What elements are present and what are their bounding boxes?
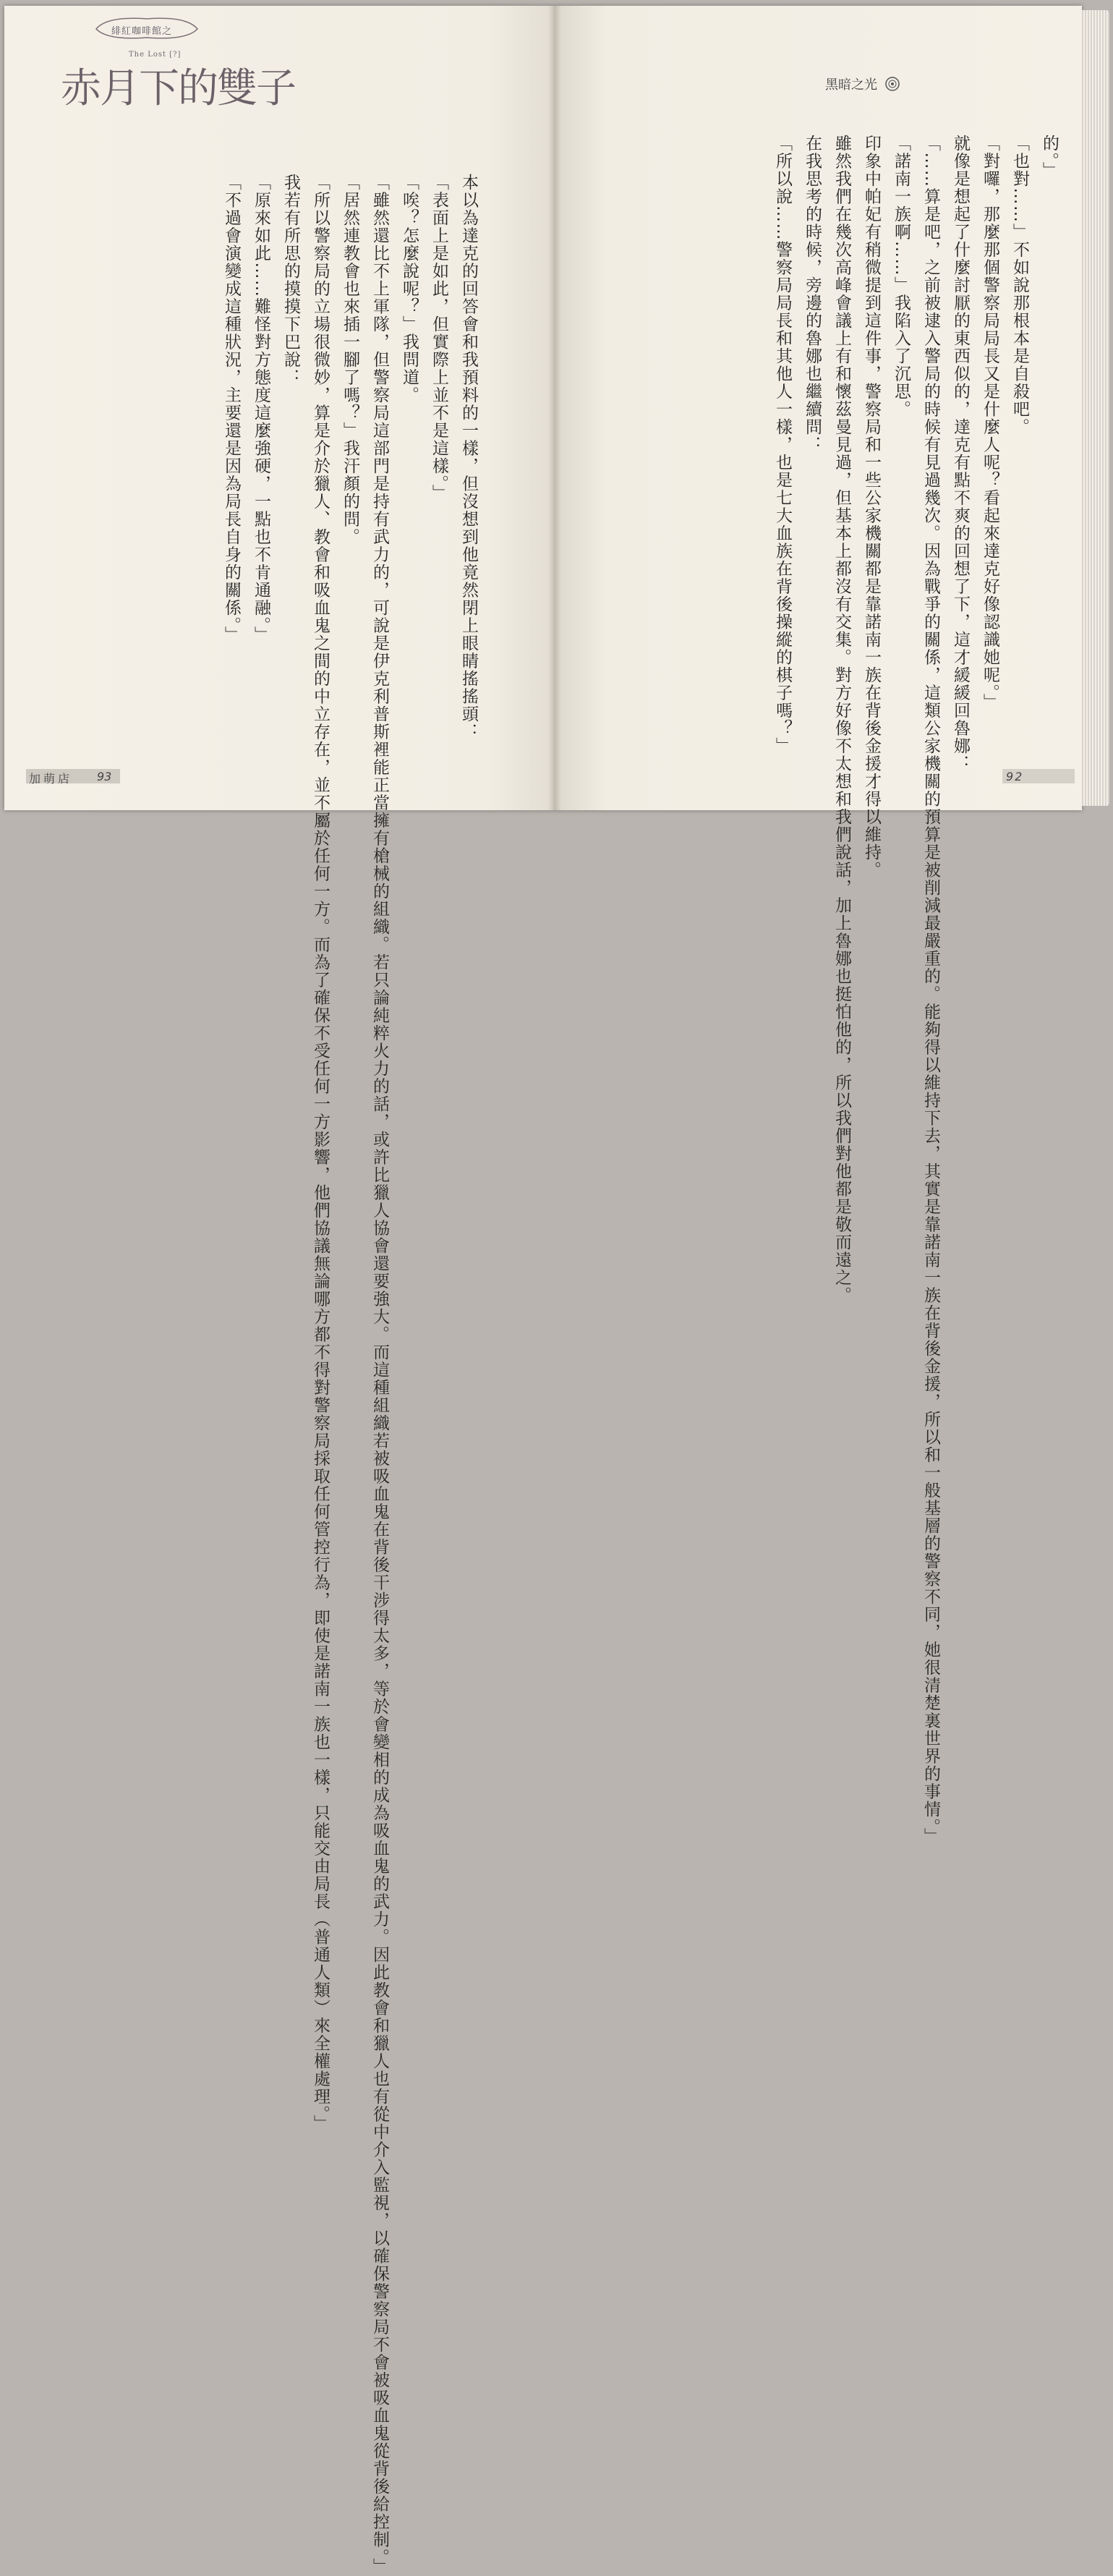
- page-number: 92: [1006, 770, 1024, 783]
- paragraph: 「表面上是如此，但實際上並不是這樣。」: [430, 174, 448, 502]
- book-title-logo: [55, 14, 295, 112]
- paragraph: 「雖然還比不上軍隊，但警察局這部門是持有武力的，可說是伊克利普斯裡能正當擁有槍械的組織。若只論純粹火力的話，或許比獵人協會還要強大。而這種組織若被吸血鬼在背後干涉得太多，等於會變相的成為吸血鬼的武力。因此教會和獵人也有從中介入監視，以確保警察局不會被吸血鬼從背後給控制。」: [370, 174, 389, 2576]
- paragraph: 本以為達克的回答會和我預料的一樣，但沒想到他竟然閉上眼睛搖搖頭：: [459, 174, 478, 741]
- paragraph: 雖然我們在幾次高峰會議上有和懷茲曼見過，但基本上都沒有交集。對方好像不太想和我們說話，加上魯娜也挺怕他的，所以我們對他都是敬而遠之。: [832, 135, 851, 1304]
- book-title: 赤月下的雙子: [61, 65, 295, 112]
- footer-book-name: 加萌店: [29, 772, 73, 786]
- left-page: [4, 6, 554, 2576]
- right-page: [554, 6, 1082, 1845]
- paragraph: 在我思考的時候，旁邊的魯娜也繼續問：: [803, 135, 822, 454]
- page-edges: [1082, 10, 1109, 806]
- paragraph: 「對囉，那麼那個警察局局長又是什麼人呢？看起來達克好像認識她呢。」: [981, 135, 999, 711]
- paragraph: 印象中帕妃有稍微提到這件事，警察局和一些公家機關都是靠諾南一族在背後金援才得以維持。: [862, 135, 881, 879]
- paragraph: 的。」: [1040, 135, 1059, 179]
- page-number: 93: [97, 770, 112, 783]
- paragraph: 「原來如此……難怪對方態度這麼強硬，一點也不肯通融。」: [252, 174, 270, 644]
- chapter-title: 黑暗之光: [825, 77, 877, 93]
- paragraph: 「居然連教會也來插一腳了嗎？」我汗顏的問。: [341, 174, 359, 546]
- paragraph: 就像是想起了什麼討厭的東西似的，達克有點不爽的回想了下，這才緩緩回魯娜：: [951, 135, 970, 773]
- chapter-header: [825, 75, 900, 93]
- paragraph: 「不過會演變成這種狀況，主要還是因為局長自身的關係。」: [222, 174, 241, 644]
- paragraph: 「唉？怎麼說呢？」我問道。: [400, 174, 419, 404]
- paragraph: 「所以說……警察局局長和其他人一樣，也是七大血族在背後操縱的棋子嗎？」: [773, 135, 792, 755]
- book-gutter: [548, 6, 561, 810]
- paragraph: 我若有所思的摸摸下巴說：: [281, 174, 300, 386]
- book-spread: [4, 6, 1082, 2576]
- paragraph: 「諾南一族啊……」我陷入了沉思。: [892, 135, 911, 418]
- paragraph: 「所以警察局的立場很微妙，算是介於獵人、教會和吸血鬼之間的中立存在，並不屬於任何一方。而為了確保不受任何一方影響，他們協議無論哪方都不得對警察局採取任何管控行為，即使是諾南一族也一樣，只能交由局長（普通人類）來全權處理。」: [311, 174, 330, 2133]
- title-tag-text: 緋紅咖啡館之: [111, 26, 173, 37]
- title-subtitle: The Lost [?]: [129, 51, 182, 59]
- chapter-ornament-icon: [884, 76, 900, 92]
- paragraph: 「……算是吧，之前被逮入警局的時候有見過幾次。因為戰爭的關係，這類公家機關的預算是被削減最嚴重的。能夠得以維持下去，其實是靠諾南一族在背後金援，所以和一般基層的警察不同，她很清楚裏世界的事情。」: [921, 135, 940, 1845]
- paragraph: 「也對……」不如說那根本是自殺吧。: [1010, 135, 1029, 436]
